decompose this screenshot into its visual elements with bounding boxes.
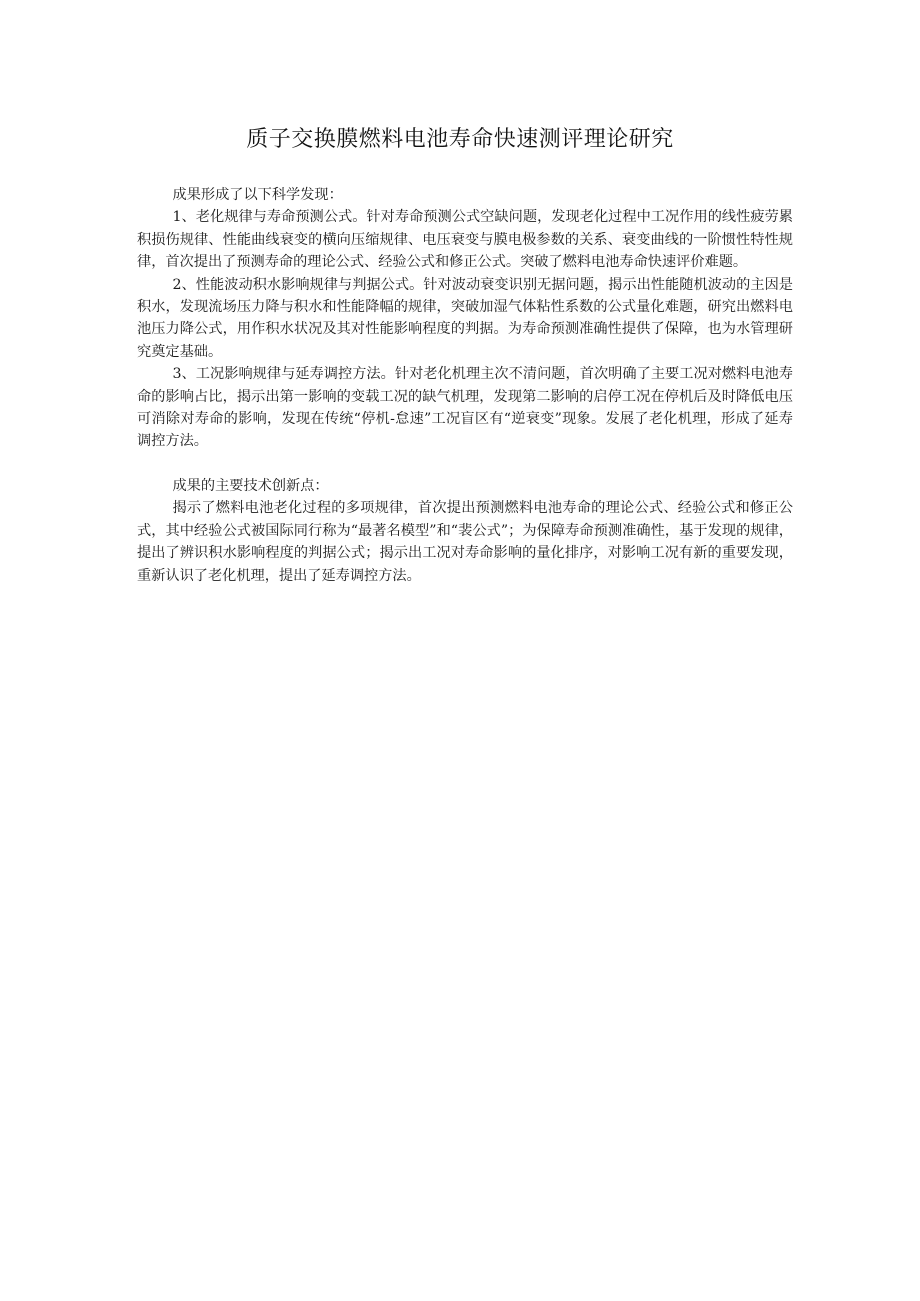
document-title: 质子交换膜燃料电池寿命快速测评理论研究 xyxy=(246,127,674,152)
section-spacer xyxy=(137,453,793,475)
section-heading-discoveries: 成果形成了以下科学发现： xyxy=(172,187,343,203)
section-heading-innovations: 成果的主要技术创新点： xyxy=(172,477,329,494)
discovery-item-2: 2、性能波动积水影响规律与判据公式。针对波动衰变识别无据问题，揭示出性能随机波动的主因是积水，发现流场压力降与积水和性能降幅的规律，突破加湿气体粘性系数的公式量化难题，研究出燃料电池压力降公式，用作积水状况及其对性能影响程度的判据。为寿命预测准确性提供了保障，也为水管理研究奠定基础。 xyxy=(137,276,793,360)
discovery-item-3: 3、工况影响规律与延寿调控方法。针对老化机理主次不清问题，首次明确了主要工况对燃料电池寿命的影响占比，揭示出第一影响的变载工况的缺气机理，发现第二影响的启停工况在停机后及时降低电压可消除对寿命的影响，发现在传统“停机-怠速”工况盲区有“逆衰变”现象。发展了老化机理，形成了延寿调控方法。 xyxy=(137,366,793,450)
innovation-paragraph: 揭示了燃料电池老化过程的多项规律，首次提出预测燃料电池寿命的理论公式、经验公式和修正公式，其中经验公式被国际同行称为“最著名模型”和“裴公式”；为保障寿命预测准确性，基于发现的规律，提出了辨识积水影响程度的判据公式；揭示出工况对寿命影响的量化排序，对影响工况有新的重要发现，重新认识了老化机理，提出了延寿调控方法。 xyxy=(137,500,793,584)
discovery-item-1: 1、老化规律与寿命预测公式。针对寿命预测公式空缺问题，发现老化过程中工况作用的线性疲劳累积损伤规律、性能曲线衰变的横向压缩规律、电压衰变与膜电极参数的关系、衰变曲线的一阶惯性特性规律，首次提出了预测寿命的理论公式、经验公式和修正公式。突破了燃料电池寿命快速评价难题。 xyxy=(137,209,793,271)
document-body xyxy=(137,184,793,587)
